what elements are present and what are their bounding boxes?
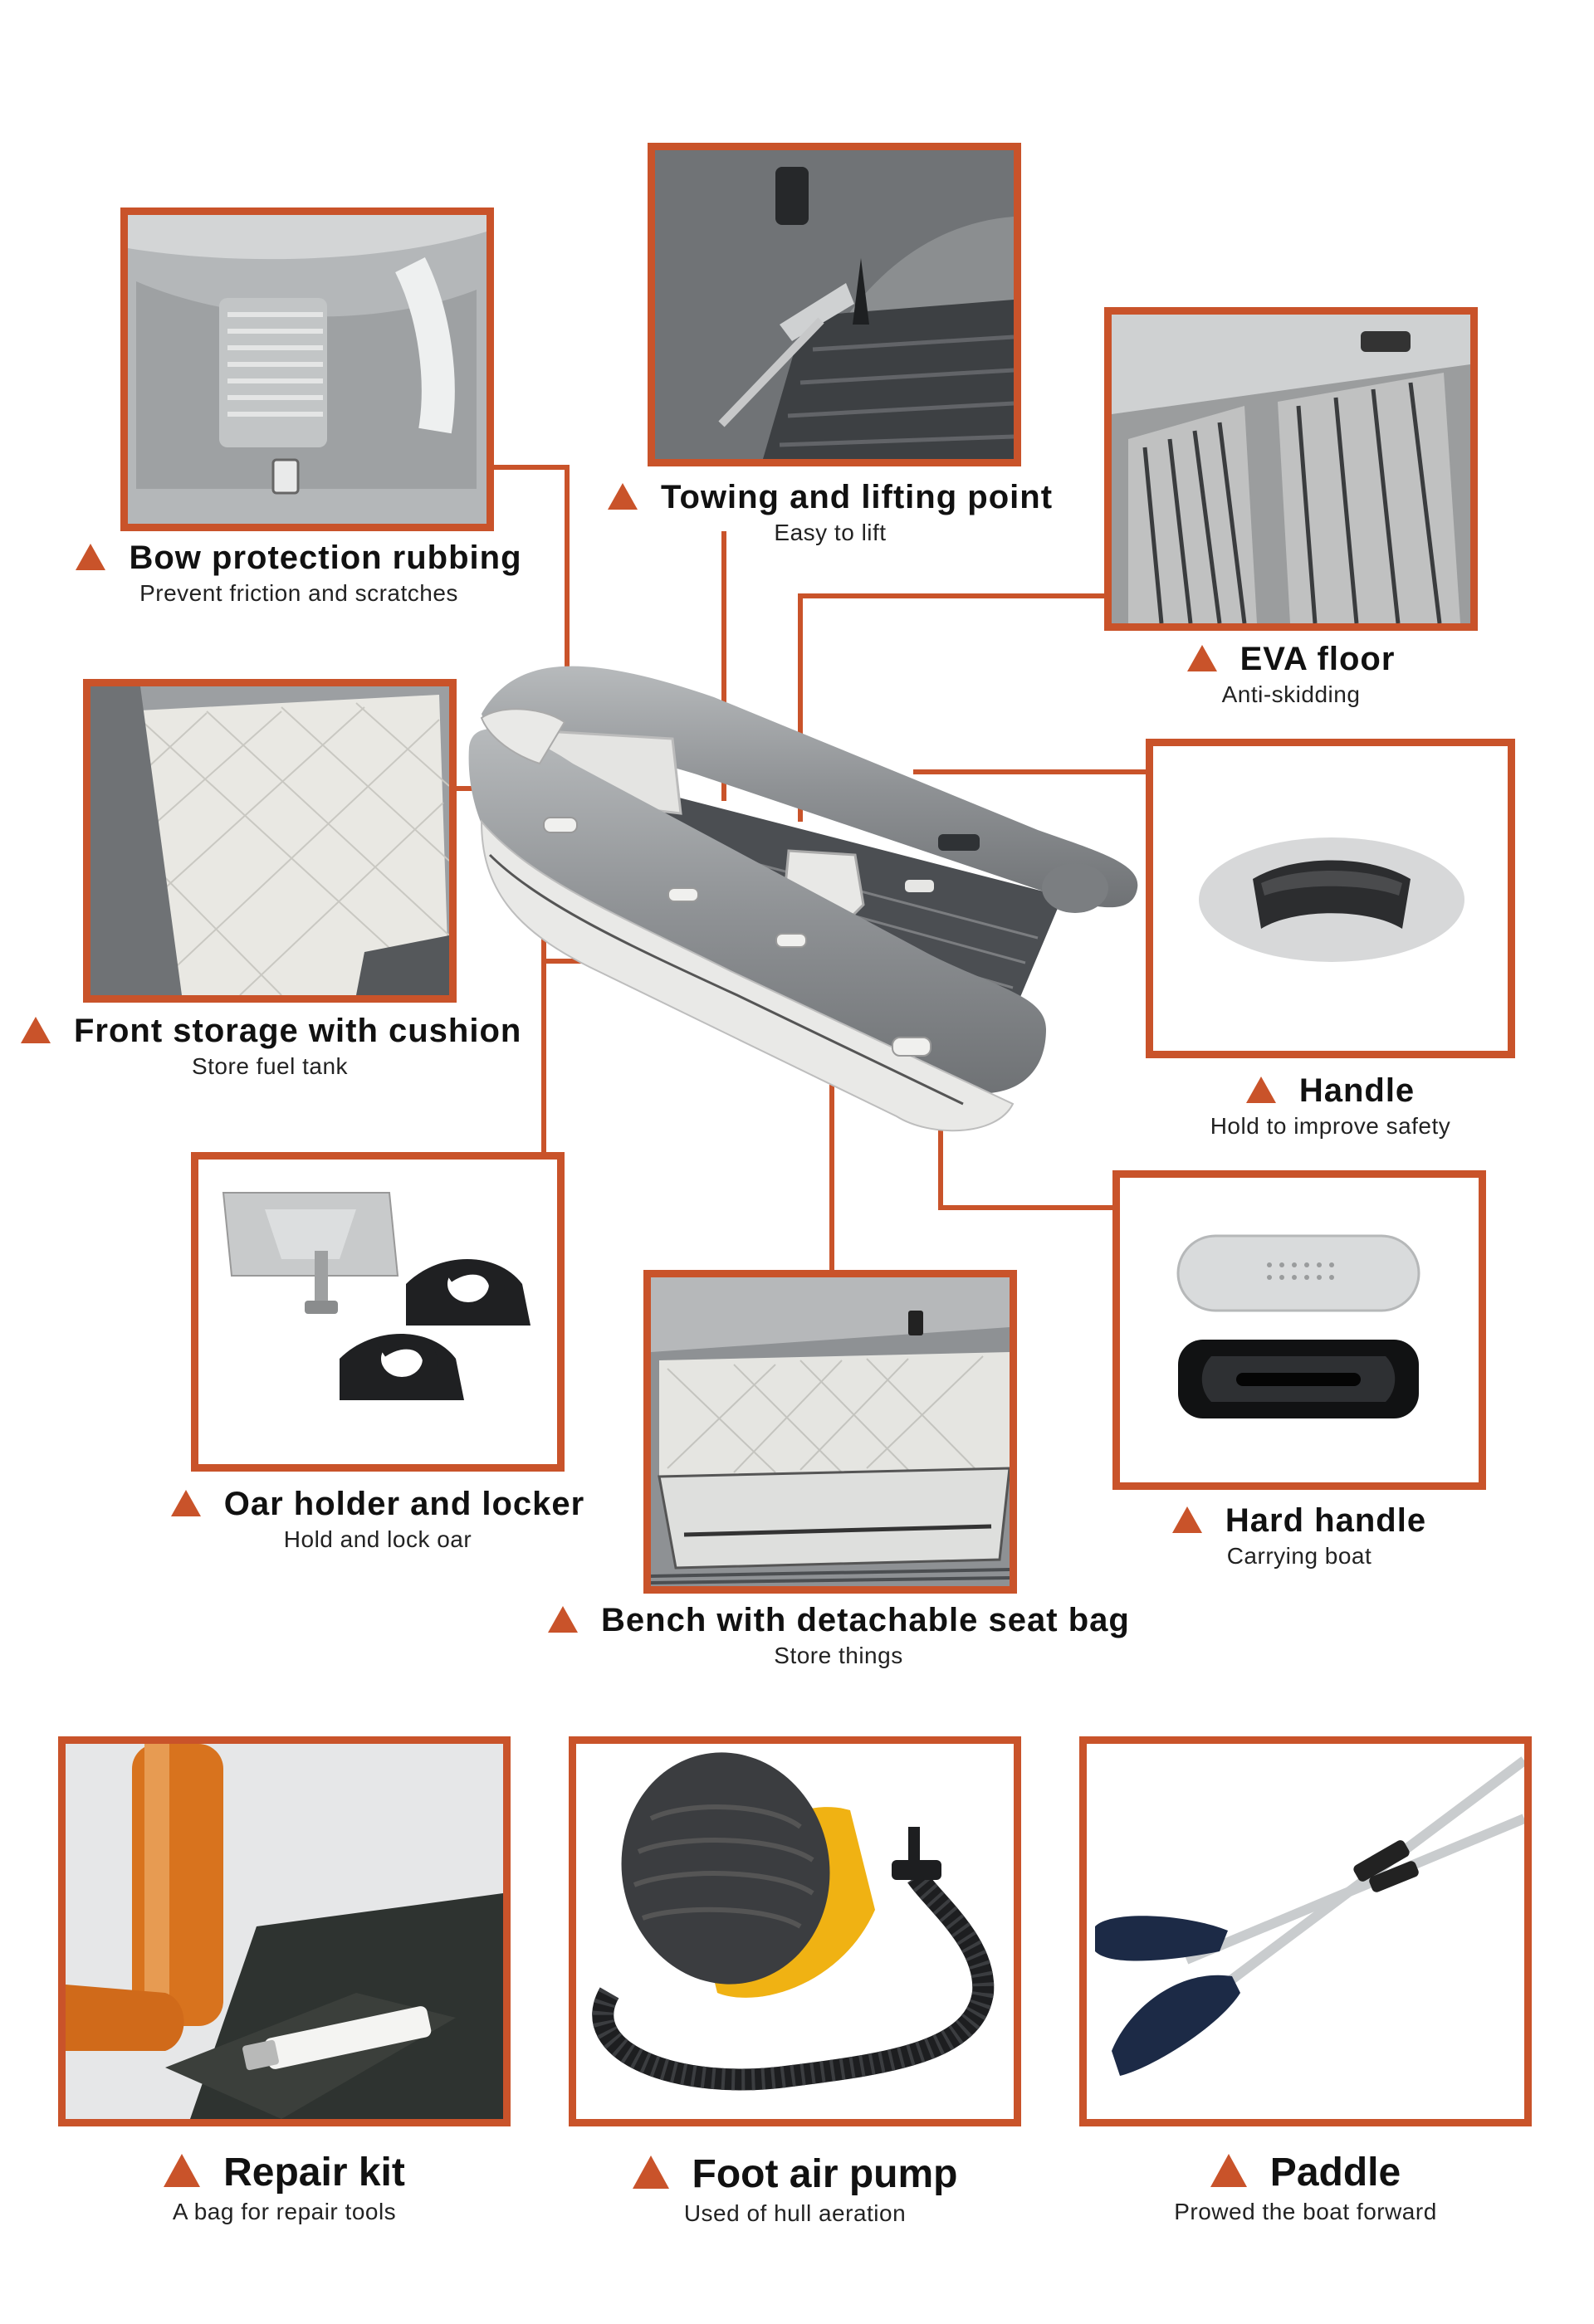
triangle-icon [1187,645,1217,671]
towing-point-label: Towing and lifting point Easy to lift [581,477,1079,549]
triangle-icon [1210,2154,1247,2187]
triangle-icon [608,483,638,510]
triangle-icon [1172,1506,1202,1533]
front-storage-photo [83,679,457,1003]
foot-air-pump-label: Foot air pump Used of hull aeration [569,2151,1021,2229]
triangle-icon [1246,1077,1276,1103]
handle-label: Handle Hold to improve safety [1210,1072,1451,1139]
handle-photo [1146,739,1515,1058]
paddle-photo [1079,1736,1532,2126]
towing-point-photo [648,143,1021,466]
triangle-icon [633,2156,669,2189]
bow-rubbing-label: Bow protection rubbing Prevent friction and scratches [66,538,531,609]
paddle-label: Paddle Prowed the boat forward [1174,2151,1437,2224]
eva-floor-label: EVA floor Anti-skidding [1104,639,1478,710]
oar-holder-photo [191,1152,565,1472]
inflatable-boat-image [465,639,1154,1170]
hard-handle-photo [1112,1170,1486,1490]
triangle-icon [21,1017,51,1043]
bench-seat-bag-photo [643,1270,1017,1594]
eva-floor-photo [1104,307,1478,631]
foot-air-pump-photo [569,1736,1021,2126]
bench-seat-bag-label: Bench with detachable seat bag Store things [548,1600,1129,1672]
triangle-icon [548,1606,578,1633]
oar-holder-label: Oar holder and locker Hold and lock oar [149,1484,606,1555]
triangle-icon [171,1490,201,1516]
repair-kit-photo [58,1736,511,2126]
triangle-icon [164,2154,200,2187]
front-storage-label: Front storage with cushion Store fuel tank [21,1011,519,1082]
bow-rubbing-photo [120,208,494,531]
hard-handle-label: Hard handle Carrying boat [1112,1501,1486,1572]
repair-kit-label: Repair kit A bag for repair tools [58,2150,511,2228]
triangle-icon [76,544,105,570]
